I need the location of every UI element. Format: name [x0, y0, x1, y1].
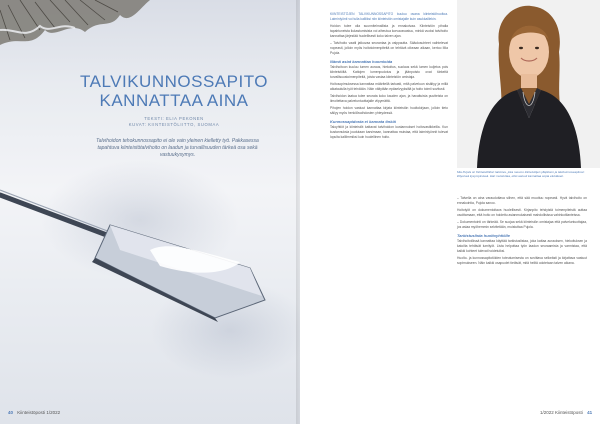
body-paragraph: Talvihoitoon kuuluu lumen auraus, hiekoitus, suolaus sekä lumen kuljetus pois kiinteistöltä. Kattojen lumenpudotus ja jäänpoisto ovat tärkeitä turvallisuustoimenpiteitä, joista vastaa kiinteistön omistaja. — [330, 65, 448, 79]
subheading: Tarkistuslista huoltoyhtiölle — [457, 233, 510, 238]
article-title-line-1: TALVIKUNNOSSAPITO — [80, 72, 268, 91]
subheading: Kunnossapidosta ei kannata tinkiä — [330, 119, 396, 124]
left-page-number: 40 — [8, 410, 14, 415]
body-paragraph: Talvihoitotöissä kannattaa käyttää tarkistuslistaa, joka kattaa aurauksen, hiekoituksen ja katoilta tehtävät lumityöt. Lista helpottaa työn laadun seuraamista ja varmistaa, että kaikki kohteet tulevat hoidetuiksi. — [457, 239, 587, 253]
body-paragraph: Hoitotyöt on dokumentoitava huolellisesti. Kirjanpito tehdyistä toimenpiteistä auttaa osoittamaan, että hoito on hoidettu asianmukaisesti mahdollisissa vahinkotilanteissa. — [457, 208, 587, 217]
article-title-block — [74, 72, 274, 128]
right-page-footer — [540, 410, 592, 415]
body-paragraph: Talvihoidon laatua tulee seurata koko kauden ajan, ja havaituista puutteista on ilmoitettava palveluntuottajalle viipymättä. — [330, 94, 448, 103]
text-column-1 — [330, 12, 448, 142]
body-paragraph: Taloyhtiöt ja kiinteistöt kattavat talvihoidon kustannukset hoitovastikkeilla. Kun kustannuksia joudutaan karsimaan, kannattaa muistaa, että laiminlyönnit tulevat lopulta kalliimmiksi kuin huolellinen hoito. — [330, 125, 448, 139]
person-portrait-illustration — [457, 0, 600, 168]
right-issue: 1/2022 — [540, 410, 554, 415]
body-paragraph: Huolto- ja kunnossapitotöiden toteutumisesta on sovittava selkeästi ja kirjattava vastuut sopimukseen. Näin kaikki osapuolet tietävät, mitä heiltä odotetaan talven aikana. — [457, 256, 587, 265]
byline-photos: KUVAT: KIINTEISTÖLIITTO, SUOMAA — [128, 122, 220, 127]
body-paragraph: – Dokumentointi on tärkeää. Se suojaa sekä kiinteistön omistajaa että palveluntuottajaa, jos asiaa myöhemmin selvitetään, muistuttaa Pujola. — [457, 220, 587, 229]
article-intro: KIINTEISTÖJEN TALVIKUNNOSSAPITO kuuluu osana kiinteistöhuoltoa. Laiminlyönti voi tulla kalliiksi niin kiinteistön omistajalle kuin asukkaillekin. — [330, 12, 448, 21]
byline-text: TEKSTI: ELIA PEKONEN — [144, 116, 204, 121]
body-paragraph: – Talvella on aina varauduttava siihen, että sää muuttuu nopeasti. Hyvä talvihoito on ennakointia, Pujola sanoo. — [457, 196, 587, 205]
body-paragraph: – Talvihoito vaatii jatkuvaa seurantaa ja valppautta. Sääolosuhteet vaihtelevat nopeasti, jolloin myös hoitotoimenpiteitä on tehtävä oikeaan aikaan, kertoo Mia Pujola. — [330, 41, 448, 55]
body-paragraph: Hoidon tulee olla suunnitelmallista ja ennakoivaa. Kiinteistön pihalla tapahtuneista liukastumisista voi aiheutua korvausvastuu, minkä vuoksi talvihoito kannattaa järjestää huolellisesti koko talven ajan. — [330, 24, 448, 38]
body-paragraph: Hoitosopimuksessa kannattaa määritellä tarkasti, mitä palveluun sisältyy ja millä aikataululla työt tehdään. Näin vältytään epäselvyyksiltä ja hoito toimii sovitusti. — [330, 82, 448, 91]
article-title-line-2: KANNATTAA AINA — [99, 91, 249, 110]
right-magazine-name: Kiinteistöposti — [555, 410, 583, 415]
body-paragraph: Pihojen hoidon vastuut kannattaa kirjata kiinteistön huoltokirjaan, jolloin tieto säilyy myös henkilövaihdosten yhteydessä. — [330, 106, 448, 115]
text-column-2 — [457, 196, 587, 268]
article-lead: Talvihoidon tehokunnossapito ei ole vain yleinen kielletty työ. Pakkasessa tapahtuva kiinteistötalvihoito on laadun ja turvallisuuden tärkeä osa sekä vastuukysymys. — [96, 138, 259, 158]
subheading: Nämä asiat kannattaa huomioida — [330, 59, 393, 64]
portrait-photo — [457, 0, 600, 168]
photo-caption: Mia Pujola on Kiinteistöliiton lakimies, joka neuvoo kiinteistöjen ylläpitoon ja talvikunnossapitoon liittyvissä kysymyksissä. Hän muistuttaa, että vastuut kannattaa sopia etukäteen. — [457, 170, 585, 179]
left-page-footer — [8, 410, 60, 415]
right-page-number: 41 — [587, 410, 593, 415]
left-issue: 1/2022 — [46, 410, 61, 415]
left-magazine-name: Kiinteistöposti — [17, 410, 46, 415]
